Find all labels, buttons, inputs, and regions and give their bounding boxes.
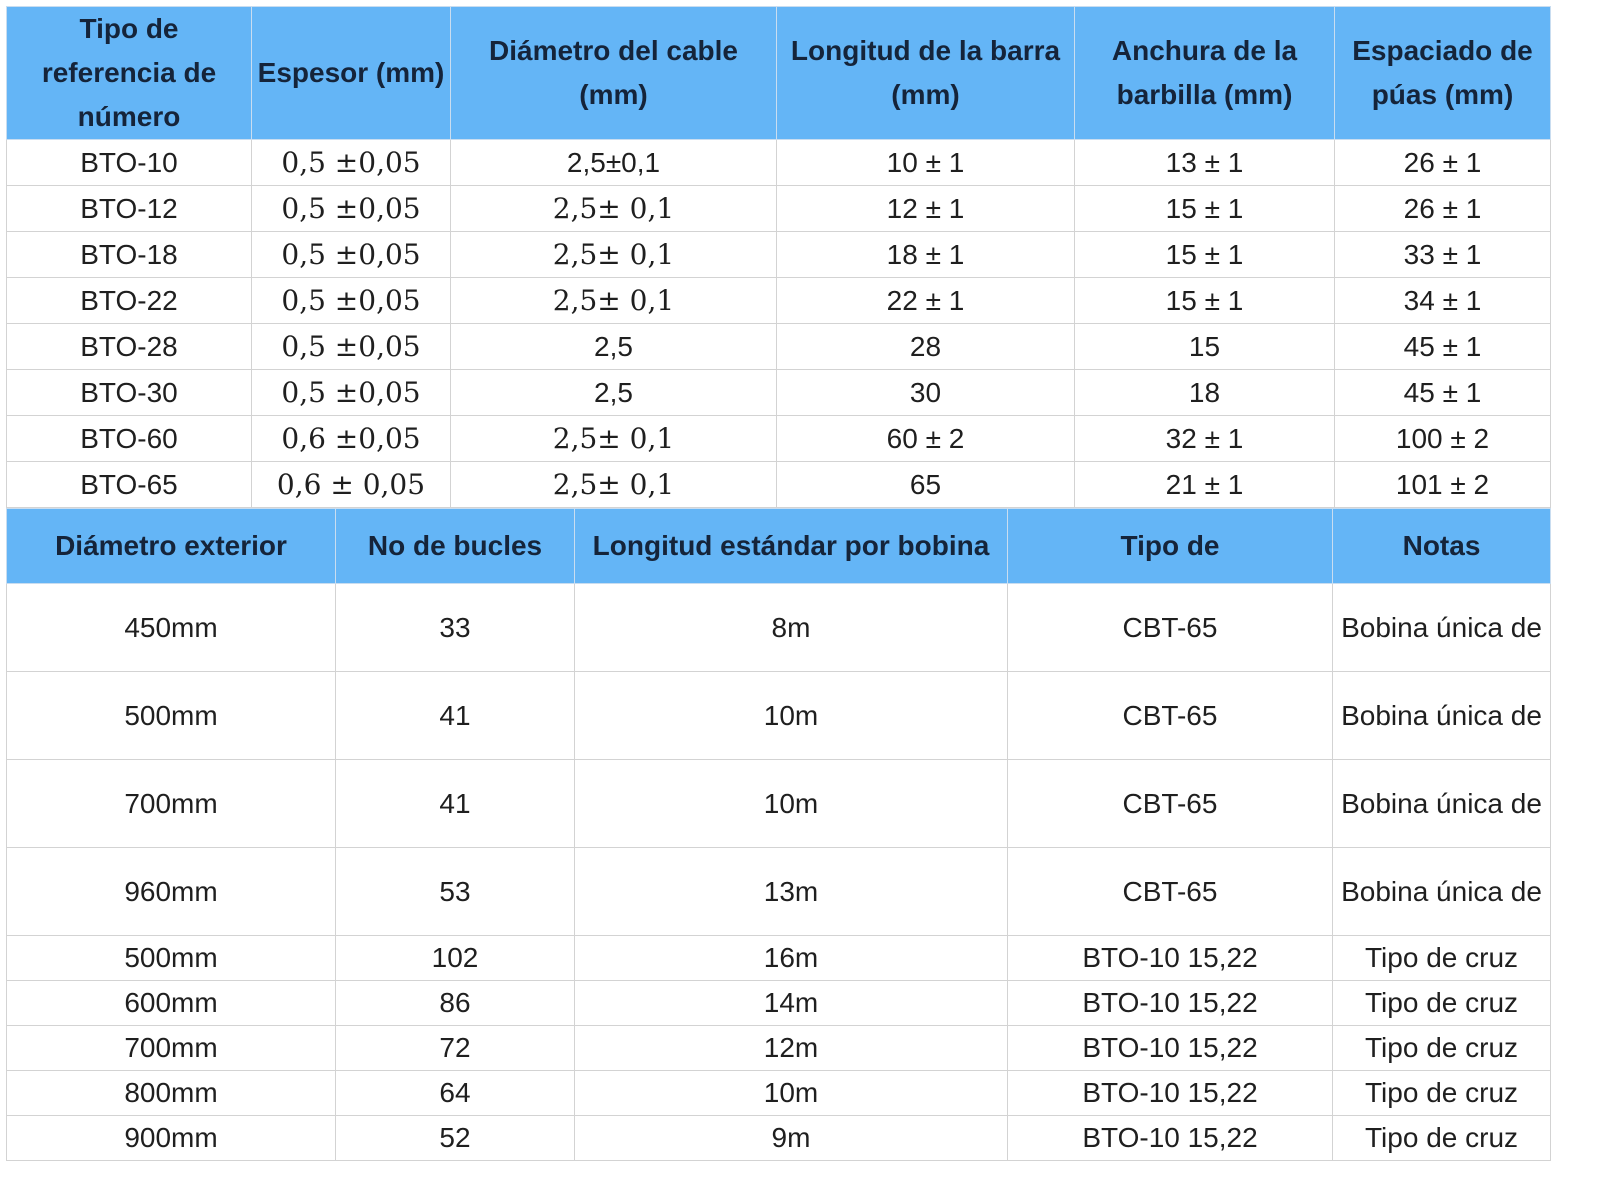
cell-type: BTO-10 15,22 [1008, 1026, 1333, 1071]
cell-bar-length: 22 ± 1 [777, 278, 1075, 324]
cell-reference: BTO-22 [7, 278, 252, 324]
cell-reference: BTO-65 [7, 462, 252, 508]
cell-reference: BTO-60 [7, 416, 252, 462]
cell-reference: BTO-28 [7, 324, 252, 370]
table-row [7, 1026, 1551, 1071]
header-loop-count: No de bucles [336, 509, 575, 584]
cell-notes: Tipo de cruz [1333, 1116, 1551, 1161]
cell-thickness: 0,5 ±0,05 [252, 370, 451, 416]
cell-standard-length: 10m [575, 760, 1008, 848]
table-row [7, 760, 1551, 848]
header-notes: Notas [1333, 509, 1551, 584]
cell-standard-length: 10m [575, 1071, 1008, 1116]
cell-outer-diameter: 800mm [7, 1071, 336, 1116]
cell-type: BTO-10 15,22 [1008, 936, 1333, 981]
table-row [7, 1116, 1551, 1161]
cell-notes: Tipo de cruz [1333, 1026, 1551, 1071]
cell-outer-diameter: 960mm [7, 848, 336, 936]
cell-notes: Tipo de cruz [1333, 981, 1551, 1026]
cell-barb-spacing: 100 ± 2 [1335, 416, 1551, 462]
cell-standard-length: 10m [575, 672, 1008, 760]
barbed-tape-spec-table [6, 6, 1551, 508]
cell-barb-width: 15 ± 1 [1075, 232, 1335, 278]
cell-barb-width: 15 ± 1 [1075, 186, 1335, 232]
cell-wire-diameter: 2,5± 0,1 [451, 278, 777, 324]
table-row [7, 186, 1551, 232]
table-row [7, 416, 1551, 462]
cell-outer-diameter: 700mm [7, 1026, 336, 1071]
cell-wire-diameter: 2,5± 0,1 [451, 462, 777, 508]
cell-wire-diameter: 2,5 [451, 370, 777, 416]
cell-reference: BTO-30 [7, 370, 252, 416]
cell-barb-width: 15 [1075, 324, 1335, 370]
cell-thickness: 0,6 ±0,05 [252, 416, 451, 462]
header-standard-length: Longitud estándar por bobina [575, 509, 1008, 584]
header-type: Tipo de [1008, 509, 1333, 584]
cell-standard-length: 8m [575, 584, 1008, 672]
cell-wire-diameter: 2,5± 0,1 [451, 186, 777, 232]
cell-barb-width: 15 ± 1 [1075, 278, 1335, 324]
cell-loop-count: 86 [336, 981, 575, 1026]
spec-header-row [7, 7, 1551, 140]
cell-standard-length: 9m [575, 1116, 1008, 1161]
cell-wire-diameter: 2,5 [451, 324, 777, 370]
cell-bar-length: 30 [777, 370, 1075, 416]
cell-bar-length: 65 [777, 462, 1075, 508]
cell-loop-count: 41 [336, 672, 575, 760]
cell-type: CBT-65 [1008, 760, 1333, 848]
cell-notes: Bobina única de [1333, 848, 1551, 936]
cell-notes: Bobina única de [1333, 584, 1551, 672]
cell-outer-diameter: 900mm [7, 1116, 336, 1161]
table-row [7, 936, 1551, 981]
cell-barb-spacing: 34 ± 1 [1335, 278, 1551, 324]
cell-loop-count: 53 [336, 848, 575, 936]
cell-outer-diameter: 700mm [7, 760, 336, 848]
cell-loop-count: 41 [336, 760, 575, 848]
cell-outer-diameter: 450mm [7, 584, 336, 672]
table-row [7, 324, 1551, 370]
cell-reference: BTO-12 [7, 186, 252, 232]
table-row [7, 278, 1551, 324]
cell-type: BTO-10 15,22 [1008, 981, 1333, 1026]
header-barb-spacing: Espaciado de púas (mm) [1335, 7, 1551, 140]
cell-wire-diameter: 2,5± 0,1 [451, 416, 777, 462]
cell-standard-length: 13m [575, 848, 1008, 936]
table-row [7, 232, 1551, 278]
cell-barb-spacing: 26 ± 1 [1335, 140, 1551, 186]
cell-thickness: 0,5 ±0,05 [252, 324, 451, 370]
table-row [7, 140, 1551, 186]
cell-barb-spacing: 45 ± 1 [1335, 324, 1551, 370]
cell-bar-length: 12 ± 1 [777, 186, 1075, 232]
header-bar-length: Longitud de la barra (mm) [777, 7, 1075, 140]
cell-thickness: 0,5 ±0,05 [252, 232, 451, 278]
cell-type: CBT-65 [1008, 584, 1333, 672]
cell-barb-width: 18 [1075, 370, 1335, 416]
cell-notes: Bobina única de [1333, 760, 1551, 848]
cell-barb-width: 13 ± 1 [1075, 140, 1335, 186]
cell-outer-diameter: 500mm [7, 936, 336, 981]
cell-barb-width: 32 ± 1 [1075, 416, 1335, 462]
cell-loop-count: 72 [336, 1026, 575, 1071]
cell-barb-spacing: 33 ± 1 [1335, 232, 1551, 278]
cell-loop-count: 102 [336, 936, 575, 981]
cell-type: BTO-10 15,22 [1008, 1116, 1333, 1161]
cell-standard-length: 12m [575, 1026, 1008, 1071]
cell-notes: Tipo de cruz [1333, 1071, 1551, 1116]
cell-wire-diameter: 2,5±0,1 [451, 140, 777, 186]
cell-bar-length: 28 [777, 324, 1075, 370]
table-row [7, 462, 1551, 508]
cell-reference: BTO-18 [7, 232, 252, 278]
cell-barb-width: 21 ± 1 [1075, 462, 1335, 508]
header-outer-diameter: Diámetro exterior [7, 509, 336, 584]
cell-thickness: 0,5 ±0,05 [252, 186, 451, 232]
cell-notes: Bobina única de [1333, 672, 1551, 760]
header-reference-type: Tipo de referencia de número [7, 7, 252, 140]
coil-table [6, 508, 1551, 1161]
coil-header-row [7, 509, 1551, 584]
cell-loop-count: 33 [336, 584, 575, 672]
cell-outer-diameter: 500mm [7, 672, 336, 760]
header-wire-diameter: Diámetro del cable (mm) [451, 7, 777, 140]
cell-thickness: 0,5 ±0,05 [252, 278, 451, 324]
cell-loop-count: 52 [336, 1116, 575, 1161]
cell-type: CBT-65 [1008, 672, 1333, 760]
cell-type: BTO-10 15,22 [1008, 1071, 1333, 1116]
cell-thickness: 0,5 ±0,05 [252, 140, 451, 186]
header-thickness: Espesor (mm) [252, 7, 451, 140]
cell-type: CBT-65 [1008, 848, 1333, 936]
cell-barb-spacing: 26 ± 1 [1335, 186, 1551, 232]
cell-barb-spacing: 101 ± 2 [1335, 462, 1551, 508]
cell-standard-length: 14m [575, 981, 1008, 1026]
cell-notes: Tipo de cruz [1333, 936, 1551, 981]
cell-outer-diameter: 600mm [7, 981, 336, 1026]
table-row [7, 584, 1551, 672]
cell-thickness: 0,6 ± 0,05 [252, 462, 451, 508]
cell-barb-spacing: 45 ± 1 [1335, 370, 1551, 416]
table-row [7, 1071, 1551, 1116]
header-barb-width: Anchura de la barbilla (mm) [1075, 7, 1335, 140]
table-row [7, 848, 1551, 936]
cell-bar-length: 18 ± 1 [777, 232, 1075, 278]
cell-reference: BTO-10 [7, 140, 252, 186]
table-row [7, 370, 1551, 416]
cell-wire-diameter: 2,5± 0,1 [451, 232, 777, 278]
cell-bar-length: 60 ± 2 [777, 416, 1075, 462]
cell-standard-length: 16m [575, 936, 1008, 981]
table-row [7, 981, 1551, 1026]
cell-bar-length: 10 ± 1 [777, 140, 1075, 186]
table-row [7, 672, 1551, 760]
cell-loop-count: 64 [336, 1071, 575, 1116]
